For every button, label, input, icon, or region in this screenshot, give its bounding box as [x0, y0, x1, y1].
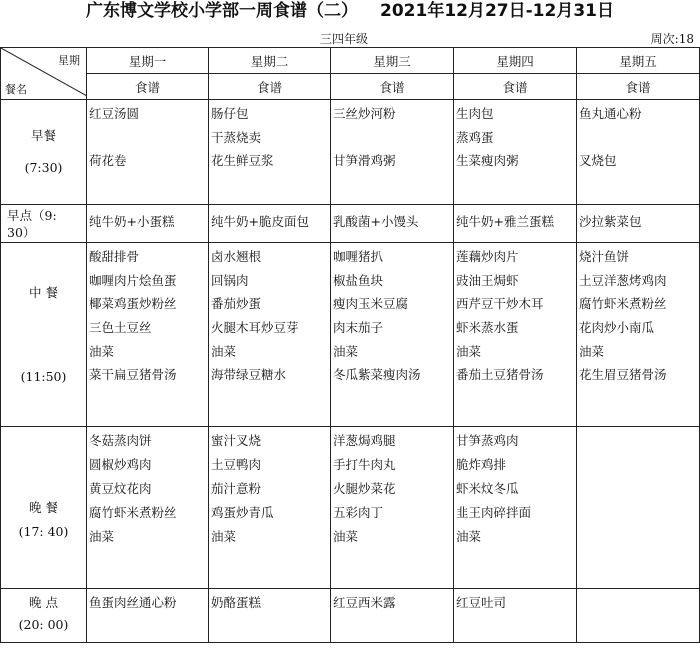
- meal-row-breakfast: [1, 100, 700, 205]
- meal-name: 中 餐: [29, 284, 58, 300]
- dish: 蜜汁叉烧: [211, 433, 262, 448]
- page-title: [0, 0, 700, 26]
- dish: 番茄土豆猪骨汤: [456, 367, 544, 383]
- dish: 椰菜鸡蛋炒粉丝: [89, 296, 177, 312]
- dish: 回锅肉: [211, 272, 249, 288]
- menu-cell: [577, 205, 700, 243]
- dish: 油菜: [456, 529, 482, 544]
- menu-cell: [577, 243, 700, 427]
- menu-cell: [331, 589, 454, 643]
- dish: 烧汁鱼饼: [579, 249, 630, 264]
- menu-cell: [209, 589, 331, 643]
- menu-cell: [454, 205, 577, 243]
- dish: 五彩肉丁: [333, 505, 384, 520]
- dish: 蒸鸡蛋: [456, 129, 494, 145]
- dish: 三丝炒河粉: [333, 106, 396, 121]
- meal-time: 30）: [7, 224, 36, 240]
- dish: [579, 525, 699, 549]
- dish: 油菜: [211, 529, 237, 544]
- meal-name: 晚 点: [29, 595, 58, 610]
- meal-name-cell: [1, 589, 87, 643]
- menu-cell: [87, 427, 209, 589]
- meal-time: (7:30): [24, 160, 63, 175]
- dish: [579, 453, 699, 477]
- dish: 火腿木耳炒豆芽: [211, 320, 299, 336]
- dish: 茄汁意粉: [211, 481, 262, 496]
- dish: 生菜瘦肉粥: [456, 153, 519, 169]
- subheader-row: [1, 74, 700, 100]
- day-header-mon: 星期一: [87, 48, 209, 74]
- dish: 酸甜排骨: [89, 249, 140, 264]
- dish: 鸡蛋炒青瓜: [211, 505, 274, 520]
- dish: [579, 126, 699, 150]
- dish: 乳酸菌+小馒头: [333, 214, 419, 229]
- dish: 奶酪蛋糕: [211, 595, 262, 610]
- weekday-header-row: [1, 48, 700, 74]
- menu-cell: [331, 205, 454, 243]
- menu-cell: [87, 589, 209, 643]
- menu-cell: [209, 243, 331, 427]
- menu-cell: [454, 589, 577, 643]
- dish: 咖喱肉片烩鱼蛋: [89, 272, 177, 288]
- dish: 脆炸鸡排: [456, 457, 507, 472]
- meal-name: 晚 餐: [29, 499, 58, 515]
- meal-row-evening-snack: [1, 589, 700, 643]
- dish: 腐竹虾米煮粉丝: [579, 296, 667, 312]
- dish: 腐竹虾米煮粉丝: [89, 505, 177, 520]
- dish: 菜干扁豆猪骨汤: [89, 367, 177, 383]
- dish: 花生眉豆猪骨汤: [579, 367, 667, 383]
- dish: 西芹豆干炒木耳: [456, 296, 544, 312]
- menu-cell: [577, 589, 700, 643]
- meal-name-cell: [1, 243, 87, 427]
- dish: 土豆鸭肉: [211, 457, 262, 472]
- subheader-cell: 食谱: [331, 74, 454, 100]
- dish: 鱼蛋肉丝通心粉: [89, 595, 177, 610]
- dish: 花肉炒小南瓜: [579, 320, 655, 336]
- menu-cell: [87, 243, 209, 427]
- dish: 肠仔包: [211, 106, 249, 121]
- dish: 手打牛肉丸: [333, 457, 396, 472]
- subheader-cell: 食谱: [454, 74, 577, 100]
- dish: 油菜: [89, 343, 115, 359]
- dish: 火腿炒菜花: [333, 481, 396, 496]
- dish: 油菜: [456, 343, 482, 359]
- meal-time: (11:50): [20, 368, 67, 384]
- meal-time: (17: 40): [18, 523, 69, 539]
- week-number: 周次:18: [650, 32, 694, 46]
- meal-name: 早点（9:: [7, 207, 57, 223]
- dish: 甘笋滑鸡粥: [333, 153, 396, 169]
- corner-cell: [1, 48, 87, 100]
- date-range: 2021年12月27日-12月31日: [380, 1, 614, 21]
- dish: 花生鲜豆浆: [211, 153, 274, 169]
- dish: 油菜: [89, 529, 115, 544]
- dish: 虾米蒸水蛋: [456, 320, 519, 336]
- menu-cell: [577, 427, 700, 589]
- day-header-wed: 星期三: [331, 48, 454, 74]
- dish: 纯牛奶+脆皮面包: [211, 214, 309, 229]
- menu-cell: [209, 205, 331, 243]
- menu-cell: [454, 243, 577, 427]
- dish: 番茄炒蛋: [211, 296, 262, 312]
- dish: 油菜: [579, 343, 605, 359]
- day-header-thu: 星期四: [454, 48, 577, 74]
- dish: 瘦肉玉米豆腐: [333, 296, 409, 312]
- dish: [579, 477, 699, 501]
- dish: 海带绿豆糖水: [211, 367, 287, 383]
- dish: [579, 501, 699, 525]
- dish: 甘笋蒸鸡肉: [456, 433, 519, 448]
- menu-cell: [454, 100, 577, 205]
- day-header-tue: 星期二: [209, 48, 331, 74]
- corner-weekday-label: 星期: [58, 54, 80, 67]
- dish: 韭王肉碎拌面: [456, 505, 532, 520]
- dish: [579, 429, 699, 453]
- dish: 纯牛奶+小蛋糕: [89, 214, 175, 229]
- subheader-cell: 食谱: [209, 74, 331, 100]
- menu-cell: [331, 427, 454, 589]
- dish: 土豆洋葱烤鸡肉: [579, 272, 667, 288]
- dish: 红豆吐司: [456, 595, 507, 610]
- subheader-cell: 食谱: [87, 74, 209, 100]
- dish: 肉末茄子: [333, 320, 384, 336]
- dish: 冬菇蒸肉饼: [89, 433, 152, 448]
- menu-cell: [331, 100, 454, 205]
- meal-row-morning-snack: [1, 205, 700, 243]
- menu-cell: [209, 100, 331, 205]
- grade-label: 三四年级: [320, 32, 369, 46]
- subheader-cell: 食谱: [577, 74, 700, 100]
- meal-name-cell: [1, 205, 87, 243]
- dish: 纯牛奶+雅兰蛋糕: [456, 214, 554, 229]
- dish: 油菜: [333, 529, 359, 544]
- dish: 油菜: [211, 343, 237, 359]
- dish: 沙拉紫菜包: [579, 214, 642, 229]
- dish: [333, 126, 453, 150]
- dish: 咖喱猪扒: [333, 249, 384, 264]
- menu-cell: [87, 205, 209, 243]
- menu-cell: [454, 427, 577, 589]
- menu-cell: [209, 427, 331, 589]
- dish: 油菜: [333, 343, 359, 359]
- dish: 卤水翘根: [211, 249, 262, 264]
- menu-cell: [331, 243, 454, 427]
- meal-name-cell: [1, 100, 87, 205]
- dish: 洋葱焗鸡腿: [333, 433, 396, 448]
- dish: 虾米炆冬瓜: [456, 481, 519, 496]
- dish: 椒盐鱼块: [333, 272, 384, 288]
- menu-title: 广东博文学校小学部一周食谱（二）: [86, 1, 358, 21]
- meal-name: 早餐: [30, 128, 56, 143]
- dish: 冬瓜紫菜瘦肉汤: [333, 367, 421, 383]
- dish: 叉烧包: [579, 153, 617, 169]
- dish: 圆椒炒鸡肉: [89, 457, 152, 472]
- meal-row-dinner: [1, 427, 700, 589]
- dish: 生肉包: [456, 106, 494, 121]
- meal-row-lunch: [1, 243, 700, 427]
- dish: [579, 591, 699, 615]
- dish: 莲藕炒肉片: [456, 249, 519, 264]
- dish: 红豆汤圆: [89, 106, 140, 121]
- dish: 三色土豆丝: [89, 320, 152, 336]
- dish: 荷花卷: [89, 153, 127, 169]
- day-header-fri: 星期五: [577, 48, 700, 74]
- menu-table: [0, 47, 700, 643]
- meal-name-cell: [1, 427, 87, 589]
- dish: 鱼丸通心粉: [579, 106, 642, 121]
- dish: 豉油王焗虾: [456, 272, 519, 288]
- menu-cell: [87, 100, 209, 205]
- meal-time: (20: 00): [18, 617, 69, 632]
- dish: 黄豆炆花肉: [89, 481, 152, 496]
- corner-meal-label: 餐名: [5, 83, 27, 96]
- dish: 干蒸烧卖: [211, 129, 262, 145]
- dish: [89, 126, 208, 150]
- dish: 红豆西米露: [333, 595, 396, 610]
- menu-cell: [577, 100, 700, 205]
